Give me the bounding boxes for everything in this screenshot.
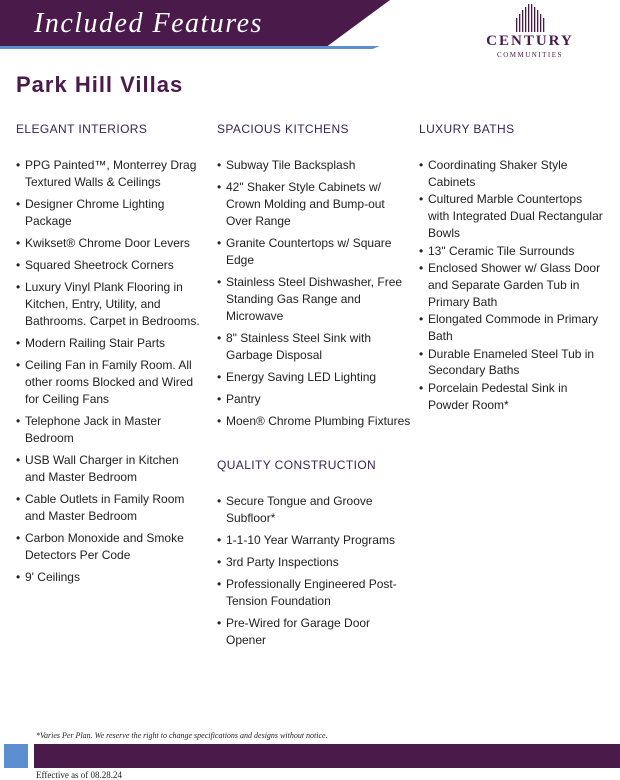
feature-list-baths — [419, 157, 604, 414]
feature-item: • Cable Outlets in Family Room and Master Bedroom — [16, 491, 201, 525]
feature-item: • Enclosed Shower w/ Glass Door and Separate Garden Tub in Primary Bath — [419, 260, 604, 310]
feature-item: • Ceiling Fan in Family Room. All other rooms Blocked and Wired for Ceiling Fans — [16, 357, 201, 408]
column-kitchens-construction — [217, 122, 412, 654]
feature-item: • Pre-Wired for Garage Door Opener — [217, 615, 412, 649]
feature-item: • Luxury Vinyl Plank Flooring in Kitchen, Entry, Utility, and Bathrooms. Carpet in Bedrooms. — [16, 279, 201, 330]
feature-item: • 3rd Party Inspections — [217, 554, 412, 571]
page-title: Included Features — [34, 8, 263, 39]
section-heading-construction: QUALITY CONSTRUCTION — [217, 458, 377, 472]
feature-item: • Coordinating Shaker Style Cabinets — [419, 157, 604, 190]
feature-item: • Subway Tile Backsplash — [217, 157, 412, 174]
feature-item: • Porcelain Pedestal Sink in Powder Room* — [419, 380, 604, 413]
feature-item: • Stainless Steel Dishwasher, Free Standing Gas Range and Microwave — [217, 274, 412, 325]
feature-item: • Carbon Monoxide and Smoke Detectors Per Code — [16, 530, 201, 564]
feature-item: • Secure Tongue and Groove Subfloor* — [217, 493, 412, 527]
feature-item: • Professionally Engineered Post-Tension Foundation — [217, 576, 412, 610]
feature-item: • Durable Enameled Steel Tub in Secondary Baths — [419, 346, 604, 379]
feature-item: • USB Wall Charger in Kitchen and Master Bedroom — [16, 452, 201, 486]
column-baths — [419, 122, 604, 415]
building-icon — [514, 2, 546, 32]
feature-item: • Kwikset® Chrome Door Levers — [16, 235, 201, 252]
feature-item: • Cultured Marble Countertops with Integrated Dual Rectangular Bowls — [419, 191, 604, 241]
footer-accent-square — [4, 744, 28, 768]
logo-subtitle: COMMUNITIES — [497, 51, 563, 59]
feature-list-kitchens — [217, 157, 412, 430]
feature-item: • Pantry — [217, 391, 412, 408]
header-accent-stripe — [0, 46, 380, 49]
feature-list-interiors — [16, 157, 201, 586]
feature-item: • Telephone Jack in Master Bedroom — [16, 413, 201, 447]
disclaimer: *Varies Per Plan. We reserve the right to change specifications and designs without notice. — [36, 731, 328, 740]
logo-name: CENTURY — [486, 33, 574, 49]
feature-item: • Elongated Commode in Primary Bath — [419, 311, 604, 344]
column-interiors — [16, 122, 201, 591]
feature-item: • 13" Ceramic Tile Surrounds — [419, 243, 604, 260]
feature-item: • Granite Countertops w/ Square Edge — [217, 235, 412, 269]
feature-item: • Modern Railing Stair Parts — [16, 335, 201, 352]
century-communities-logo — [470, 2, 590, 59]
feature-item: • Designer Chrome Lighting Package — [16, 196, 201, 230]
footer-bar — [34, 744, 620, 768]
feature-item: • 1-1-10 Year Warranty Programs — [217, 532, 412, 549]
effective-date: Effective as of 08.28.24 — [36, 770, 123, 780]
feature-list-construction — [217, 493, 412, 649]
feature-item: • 42" Shaker Style Cabinets w/ Crown Molding and Bump-out Over Range — [217, 179, 412, 230]
section-heading-interiors: ELEGANT INTERIORS — [16, 122, 148, 136]
feature-item: • Moen® Chrome Plumbing Fixtures — [217, 413, 412, 430]
section-heading-kitchens: SPACIOUS KITCHENS — [217, 122, 349, 136]
community-name: Park Hill Villas — [16, 72, 184, 97]
section-heading-baths: LUXURY BATHS — [419, 122, 515, 136]
feature-item: • 9' Ceilings — [16, 569, 201, 586]
feature-item: • Squared Sheetrock Corners — [16, 257, 201, 274]
feature-item: • PPG Painted™, Monterrey Drag Textured Walls & Ceilings — [16, 157, 201, 191]
feature-item: • 8" Stainless Steel Sink with Garbage Disposal — [217, 330, 412, 364]
feature-item: • Energy Saving LED Lighting — [217, 369, 412, 386]
